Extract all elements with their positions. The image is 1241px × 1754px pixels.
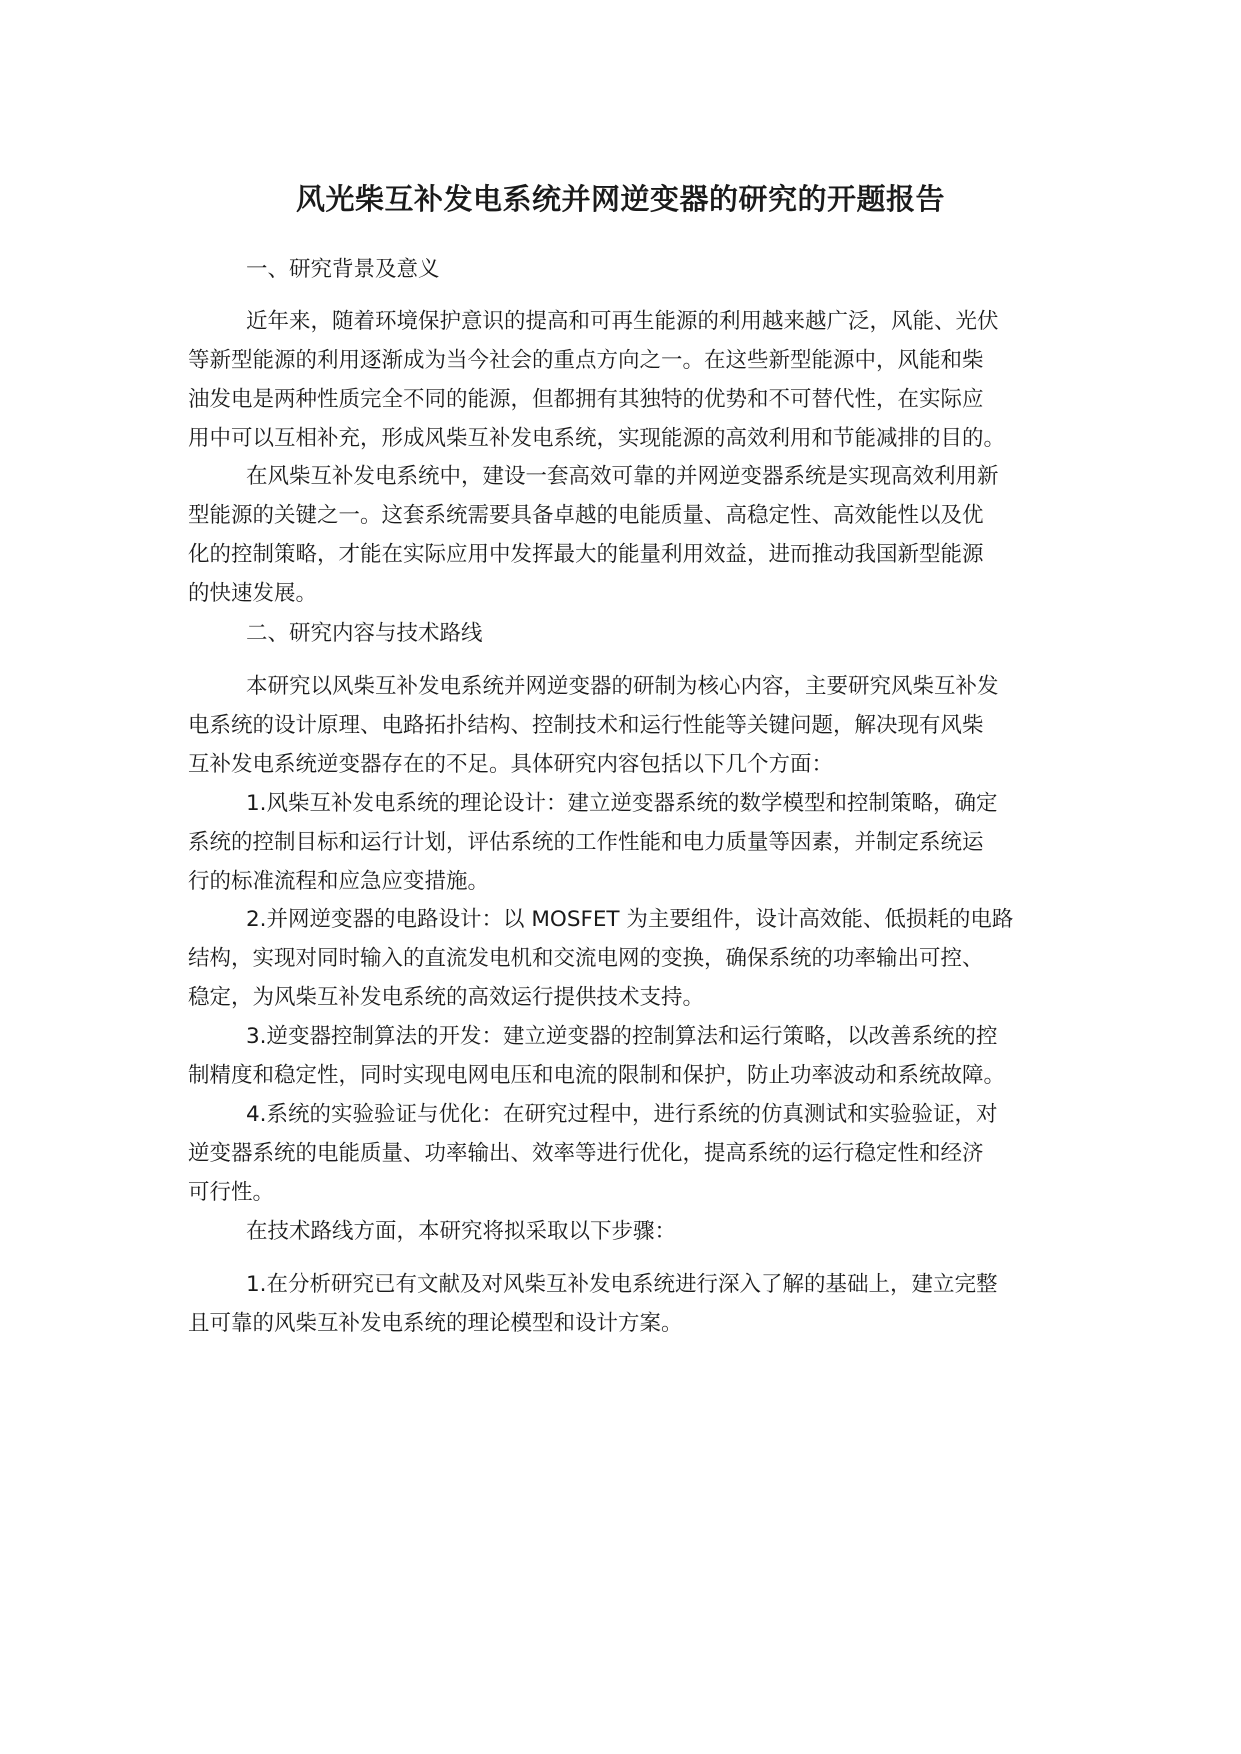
paragraph-line: 4.系统的实验验证与优化：在研究过程中，进行系统的仿真测试和实验验证，对 xyxy=(246,1102,998,1127)
paragraph-line: 2.并网逆变器的电路设计：以 MOSFET 为主要组件，设计高效能、低损耗的电路 xyxy=(246,907,1014,932)
paragraph-line: 3.逆变器控制算法的开发：建立逆变器的控制算法和运行策略，以改善系统的控 xyxy=(246,1024,998,1049)
paragraph-line: 在风柴互补发电系统中，建设一套高效可靠的并网逆变器系统是实现高效利用新 xyxy=(246,464,999,489)
paragraph-line: 用中可以互相补充，形成风柴互补发电系统，实现能源的高效利用和节能减排的目的。 xyxy=(188,426,1006,451)
paragraph-background-2 xyxy=(188,457,1068,613)
paragraph-content xyxy=(188,667,1068,784)
section-heading-text: 一、研究背景及意义 xyxy=(246,257,440,282)
paragraph-line: 且可靠的风柴互补发电系统的理论模型和设计方案。 xyxy=(188,1311,683,1336)
paragraph-line: 近年来，随着环境保护意识的提高和可再生能源的利用越来越广泛，风能、光伏 xyxy=(246,309,999,334)
document-title: 风光柴互补发电系统并网逆变器的研究的开题报告 xyxy=(295,182,945,216)
section-heading-content xyxy=(188,614,1068,653)
paragraph-line: 稳定，为风柴互补发电系统的高效运行提供技术支持。 xyxy=(188,985,705,1010)
research-item-4 xyxy=(188,1095,1068,1212)
paragraph-line: 油发电是两种性质完全不同的能源，但都拥有其独特的优势和不可替代性，在实际应 xyxy=(188,387,984,412)
paragraph-line: 的快速发展。 xyxy=(188,581,318,606)
paragraph-line: 本研究以风柴互补发电系统并网逆变器的研制为核心内容，主要研究风柴互补发 xyxy=(246,674,999,699)
section-heading-text: 二、研究内容与技术路线 xyxy=(246,621,483,646)
paragraph-background-1 xyxy=(188,302,1068,458)
paragraph-line: 型能源的关键之一。这套系统需要具备卓越的电能质量、高稳定性、高效能性以及优 xyxy=(188,503,984,528)
paragraph-line: 行的标准流程和应急应变措施。 xyxy=(188,869,490,894)
research-item-3 xyxy=(188,1017,1068,1095)
paragraph-line: 可行性。 xyxy=(188,1180,275,1205)
technical-route-step-1 xyxy=(188,1265,1068,1343)
paragraph-line: 互补发电系统逆变器存在的不足。具体研究内容包括以下几个方面： xyxy=(188,752,834,777)
paragraph-line: 制精度和稳定性，同时实现电网电压和电流的限制和保护，防止功率波动和系统故障。 xyxy=(188,1063,1006,1088)
research-item-1 xyxy=(188,784,1068,901)
paragraph-line: 系统的控制目标和运行计划，评估系统的工作性能和电力质量等因素，并制定系统运 xyxy=(188,830,984,855)
research-item-2 xyxy=(188,900,1068,1017)
paragraph-line: 化的控制策略，才能在实际应用中发挥最大的能量利用效益，进而推动我国新型能源 xyxy=(188,542,984,567)
paragraph-line: 逆变器系统的电能质量、功率输出、效率等进行优化，提高系统的运行稳定性和经济 xyxy=(188,1141,984,1166)
paragraph-line: 电系统的设计原理、电路拓扑结构、控制技术和运行性能等关键问题，解决现有风柴 xyxy=(188,713,984,738)
paragraph-line: 在技术路线方面，本研究将拟采取以下步骤： xyxy=(246,1219,677,1244)
paragraph-line: 1.风柴互补发电系统的理论设计：建立逆变器系统的数学模型和控制策略，确定 xyxy=(246,791,998,816)
paragraph-line: 1.在分析研究已有文献及对风柴互补发电系统进行深入了解的基础上，建立完整 xyxy=(246,1272,998,1297)
paragraph-line: 等新型能源的利用逐渐成为当今社会的重点方向之一。在这些新型能源中，风能和柴 xyxy=(188,348,984,373)
paragraph-line: 结构，实现对同时输入的直流发电机和交流电网的变换，确保系统的功率输出可控、 xyxy=(188,946,984,971)
section-heading-background xyxy=(188,250,1068,289)
technical-route-intro xyxy=(188,1212,1068,1251)
